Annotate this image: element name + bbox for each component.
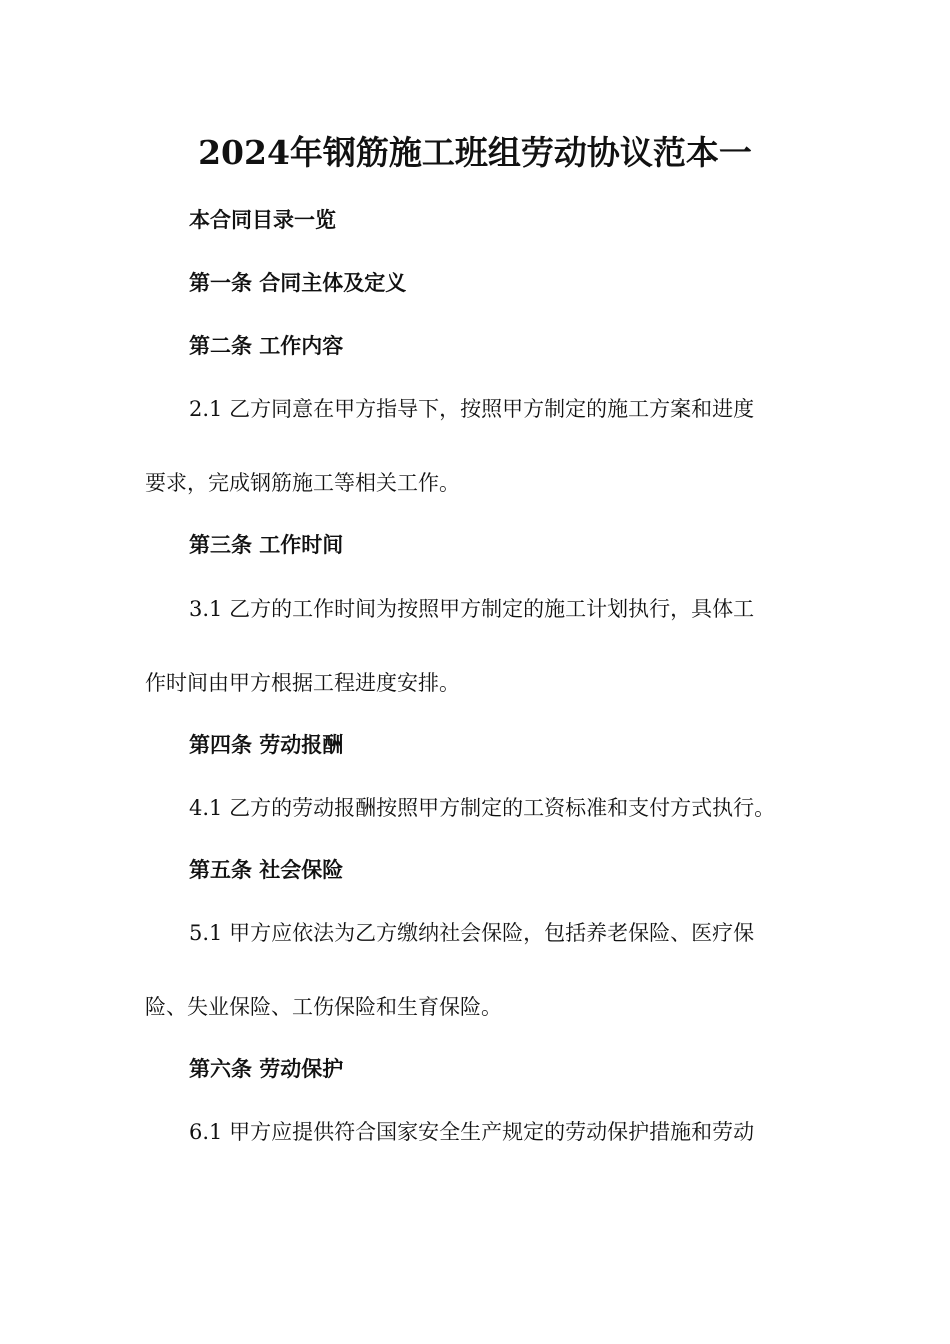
article-3-heading: 第三条 工作时间 [189, 532, 344, 557]
article-5-text-line-1: 5.1 甲方应依法为乙方缴纳社会保险，包括养老保险、医疗保 [189, 921, 755, 945]
article-6-heading: 第六条 劳动保护 [189, 1056, 344, 1081]
article-5-heading: 第五条 社会保险 [189, 857, 344, 882]
article-2-text-line-1: 2.1 乙方同意在甲方指导下，按照甲方制定的施工方案和进度 [189, 397, 755, 421]
article-3-text-line-2: 作时间由甲方根据工程进度安排。 [145, 671, 460, 695]
article-4-heading: 第四条 劳动报酬 [189, 732, 344, 757]
article-1-heading: 第一条 合同主体及定义 [189, 270, 407, 295]
article-4-text-line-1: 4.1 乙方的劳动报酬按照甲方制定的工资标准和支付方式执行。 [189, 796, 776, 820]
article-2-heading: 第二条 工作内容 [189, 333, 344, 358]
article-5-text-line-2: 险、失业保险、工伤保险和生育保险。 [145, 995, 502, 1019]
document-title: 2024年钢筋施工班组劳动协议范本一 [198, 133, 752, 172]
article-2-text-line-2: 要求，完成钢筋施工等相关工作。 [145, 471, 460, 495]
article-3-text-line-1: 3.1 乙方的工作时间为按照甲方制定的施工计划执行，具体工 [189, 597, 755, 621]
article-6-text-line-1: 6.1 甲方应提供符合国家安全生产规定的劳动保护措施和劳动 [189, 1120, 755, 1144]
toc-heading: 本合同目录一览 [189, 207, 336, 232]
